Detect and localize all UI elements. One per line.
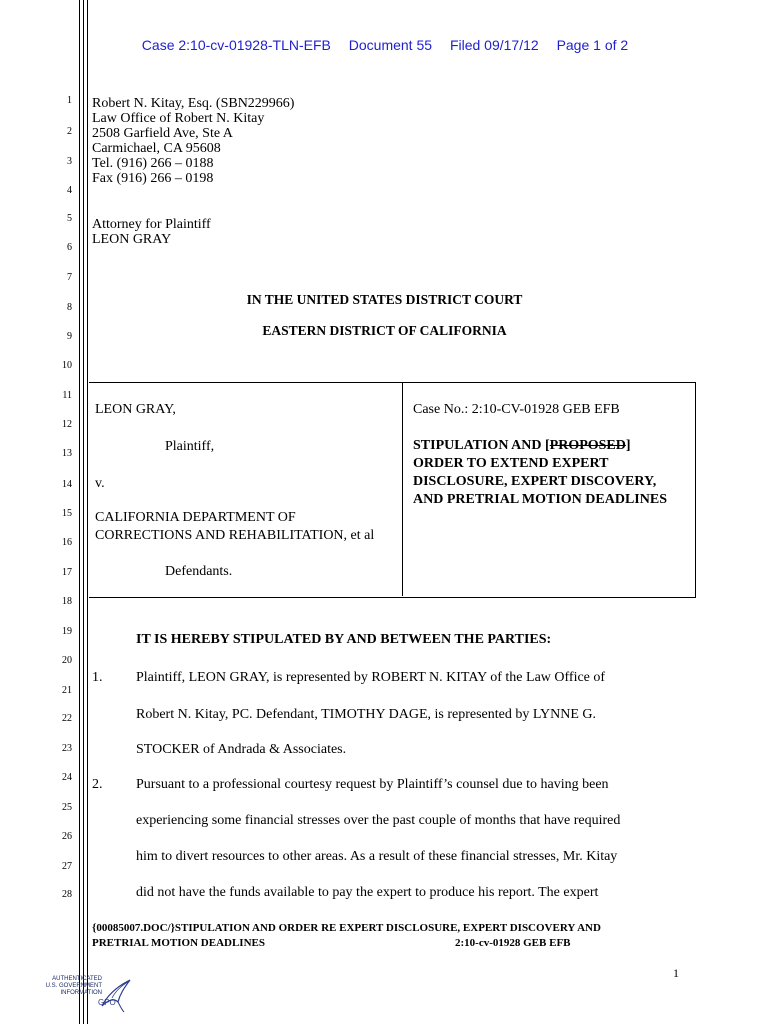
paragraph-1-line-1: Plaintiff, LEON GRAY, is represented by ROBERT N. KITAY of the Law Office of [136, 670, 606, 685]
line-number: 14 [62, 479, 72, 490]
line-number: 25 [62, 802, 72, 813]
line-number: 3 [67, 156, 72, 167]
struck-proposed: PROPOSED [549, 438, 626, 453]
attorney-name: Robert N. Kitay, Esq. (SBN229966) [92, 96, 295, 111]
filing-header [0, 37, 770, 53]
paragraph-2-line-1: Pursuant to a professional courtesy request by Plaintiff’s counsel due to having been [136, 777, 609, 792]
line-number: 16 [62, 537, 72, 548]
stipulation-heading: IT IS HEREBY STIPULATED BY AND BETWEEN THE PARTIES: [136, 632, 552, 647]
footer-case-number: 2:10-cv-01928 GEB EFB [455, 937, 571, 949]
line-number: 10 [62, 360, 72, 371]
versus: v. [95, 476, 105, 491]
line-number: 6 [67, 242, 72, 253]
line-number: 15 [62, 508, 72, 519]
paragraph-number: 1. [92, 670, 103, 685]
attorney-address-1: 2508 Garfield Ave, Ste A [92, 126, 233, 141]
eagle-icon [98, 976, 134, 1016]
line-number: 9 [67, 331, 72, 342]
left-margin-rule-3 [87, 0, 88, 1024]
line-number: 18 [62, 596, 72, 607]
defendant-name-1: CALIFORNIA DEPARTMENT OF [95, 510, 296, 525]
page-count-header: Page 1 of 2 [556, 37, 629, 53]
defendant-role: Defendants. [165, 564, 233, 579]
line-number: 4 [67, 185, 72, 196]
paragraph-2-line-3: him to divert resources to other areas. As a result of these financial stresses, Mr. Kitay [136, 849, 618, 864]
line-number: 2 [67, 126, 72, 137]
filed-date-header: Filed 09/17/12 [449, 37, 539, 53]
line-number: 21 [62, 685, 72, 696]
caption-divider [402, 382, 403, 596]
line-number: 11 [62, 390, 72, 401]
document-title-bracket: ] [625, 438, 631, 453]
gpo-mark: GPO [98, 998, 116, 1007]
document-title-line-1 [413, 438, 631, 453]
paragraph-2-line-4: did not have the funds available to pay the expert to produce his report. The expert [136, 885, 599, 900]
line-number: 17 [62, 567, 72, 578]
defendant-name-2: CORRECTIONS AND REHABILITATION, et al [95, 528, 375, 543]
line-number: 24 [62, 772, 72, 783]
left-margin-rule-1 [79, 0, 80, 1024]
attorney-for-label: Attorney for Plaintiff [92, 217, 211, 232]
line-number: 22 [62, 713, 72, 724]
plaintiff-role: Plaintiff, [165, 439, 215, 454]
document-title-line-4: AND PRETRIAL MOTION DEADLINES [413, 492, 667, 507]
attorney-firm: Law Office of Robert N. Kitay [92, 111, 265, 126]
footer-title: PRETRIAL MOTION DEADLINES [92, 937, 265, 949]
document-title-line-3: DISCLOSURE, EXPERT DISCOVERY, [413, 474, 657, 489]
plaintiff-name: LEON GRAY, [95, 402, 176, 417]
line-number: 1 [67, 95, 72, 106]
document-title-line-2: ORDER TO EXTEND EXPERT [413, 456, 609, 471]
document-title-part: STIPULATION AND [ [413, 438, 550, 453]
line-number: 23 [62, 743, 72, 754]
line-number: 20 [62, 655, 72, 666]
left-margin-rule-2 [83, 0, 84, 1024]
seal-line-3: INFORMATION [60, 990, 102, 996]
attorney-telephone: Tel. (916) 266 – 0188 [92, 156, 214, 171]
paragraph-2-line-2: experiencing some financial stresses over the past couple of months that have required [136, 813, 621, 828]
attorney-fax: Fax (916) 266 – 0198 [92, 171, 214, 186]
line-number: 27 [62, 861, 72, 872]
seal-line-1: AUTHENTICATED [52, 976, 102, 982]
line-number: 8 [67, 302, 72, 313]
paragraph-number: 2. [92, 777, 103, 792]
document-number-header: Document 55 [348, 37, 433, 53]
court-district: EASTERN DISTRICT OF CALIFORNIA [262, 323, 507, 338]
case-number-header: Case 2:10-cv-01928-TLN-EFB [141, 37, 331, 53]
case-number: Case No.: 2:10-CV-01928 GEB EFB [413, 402, 620, 417]
paragraph-1-line-2: Robert N. Kitay, PC. Defendant, TIMOTHY DAGE, is represented by LYNNE G. [136, 707, 596, 722]
line-number: 19 [62, 626, 72, 637]
seal-line-2: U.S. GOVERNMENT [45, 983, 102, 989]
court-name: IN THE UNITED STATES DISTRICT COURT [246, 292, 523, 307]
line-number: 28 [62, 889, 72, 900]
line-number: 26 [62, 831, 72, 842]
paragraph-1-line-3: STOCKER of Andrada & Associates. [136, 742, 347, 757]
gpo-authentication-seal [36, 976, 136, 1018]
line-number: 13 [62, 448, 72, 459]
attorney-address-2: Carmichael, CA 95608 [92, 141, 221, 156]
line-number: 5 [67, 213, 72, 224]
client-name: LEON GRAY [92, 232, 172, 247]
footer-line-1: {00085007.DOC/}STIPULATION AND ORDER RE EXPERT DISCLOSURE, EXPERT DISCOVERY AND [92, 922, 601, 934]
page-number: 1 [673, 966, 679, 980]
line-number: 12 [62, 419, 72, 430]
line-number: 7 [67, 272, 72, 283]
